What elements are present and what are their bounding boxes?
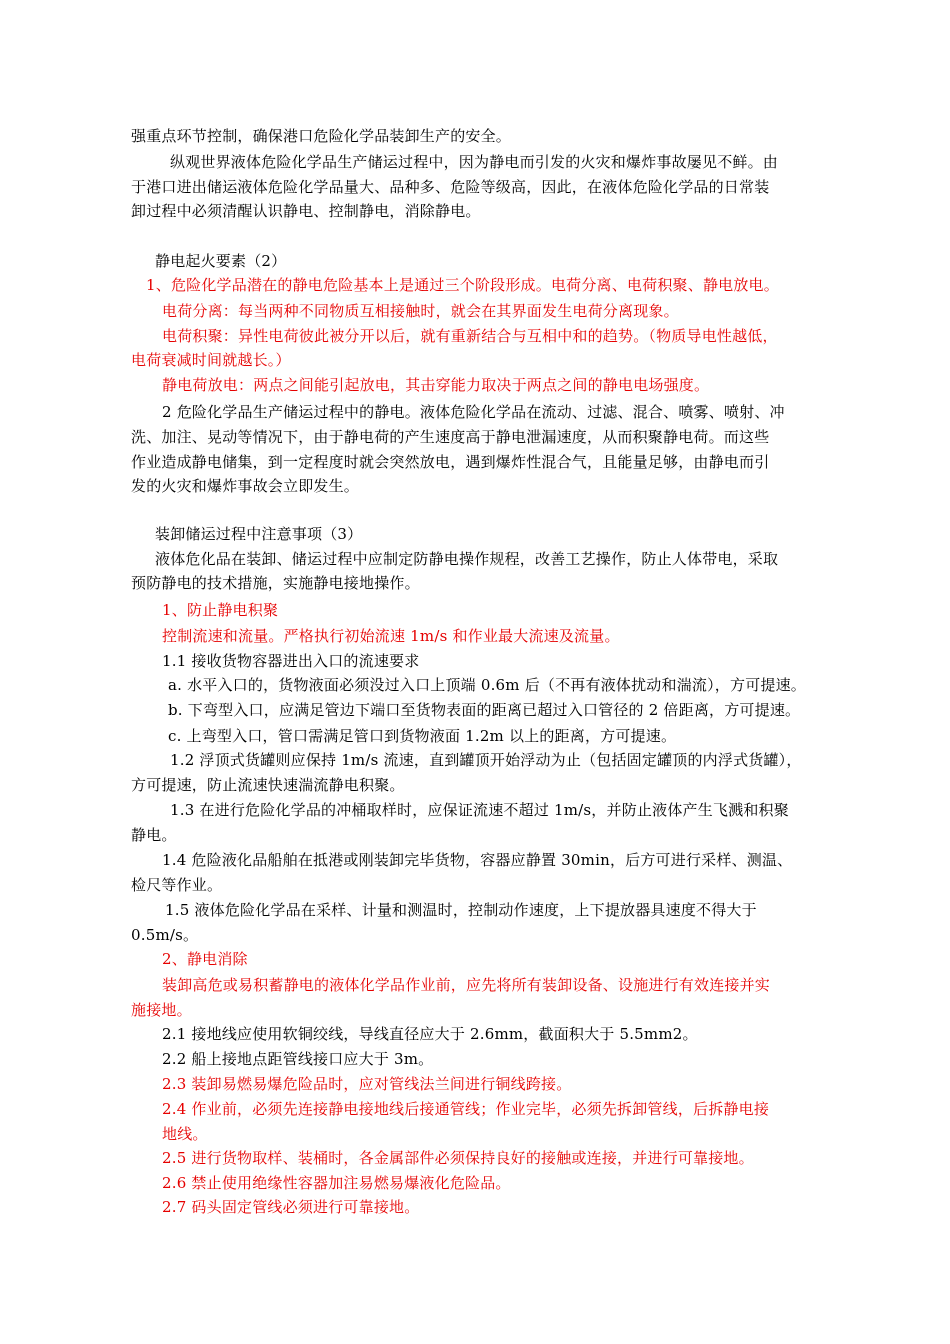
paragraph-line: c. 上弯型入口，管口需满足管口到货物液面 1.2m 以上的距离，方可提速。: [168, 727, 677, 745]
paragraph-line: 1.1 接收货物容器进出入口的流速要求: [162, 652, 420, 670]
paragraph-line: b. 下弯型入口，应满足管边下端口至货物表面的距离已超过入口管径的 2 倍距离，方可提速。: [168, 701, 801, 719]
paragraph-line: 1.3 在进行危险化学品的冲桶取样时，应保证流速不超过 1m/s，并防止液体产生飞溅和积聚: [170, 801, 789, 819]
paragraph-line: 2.1 接地线应使用软铜绞线，导线直径应大于 2.6mm，截面积大于 5.5mm2。: [162, 1025, 698, 1043]
paragraph-line: 液体危化品在装卸、储运过程中应制定防静电操作规程，改善工艺操作，防止人体带电，采取: [155, 550, 779, 568]
highlight-line: 电荷积聚：异性电荷彼此被分开以后，就有重新结合与互相中和的趋势。（物质导电性越低，: [162, 327, 778, 345]
highlight-line: 2.7 码头固定管线必须进行可靠接地。: [162, 1198, 420, 1216]
paragraph-line: 强重点环节控制，确保港口危险化学品装卸生产的安全。: [131, 127, 512, 145]
highlight-line: 装卸高危或易积蓄静电的液体化学品作业前，应先将所有装卸设备、设施进行有效连接并实: [162, 976, 771, 994]
paragraph-line: 纵观世界液体危险化学品生产储运过程中，因为静电而引发的火灾和爆炸事故屡见不鲜。由: [170, 153, 779, 171]
section-heading: 静电起火要素（2）: [155, 252, 287, 270]
paragraph-line: 作业造成静电储集，到一定程度时就会突然放电，遇到爆炸性混合气，且能量足够，由静电而引: [131, 453, 770, 471]
paragraph-line: 发的火灾和爆炸事故会立即发生。: [131, 477, 360, 495]
highlight-line: 2.6 禁止使用绝缘性容器加注易燃易爆液化危险品。: [162, 1174, 511, 1192]
paragraph-line: a. 水平入口的，货物液面必须没过入口上顶端 0.6m 后（不再有液体扰动和湍流），方可提速。: [168, 676, 806, 694]
paragraph-line: 2 危险化学品生产储运过程中的静电。液体危险化学品在流动、过滤、混合、喷雾、喷射、冲: [162, 403, 785, 421]
paragraph-line: 1.5 液体危险化学品在采样、计量和测温时，控制动作速度，上下提放器具速度不得大于: [165, 901, 757, 919]
paragraph-line: 预防静电的技术措施，实施静电接地操作。: [131, 574, 420, 592]
highlight-line: 1、防止静电积聚: [162, 601, 279, 619]
highlight-line: 施接地。: [131, 1001, 192, 1019]
highlight-line: 静电荷放电：两点之间能引起放电，其击穿能力取决于两点之间的静电电场强度。: [162, 376, 710, 394]
paragraph-line: 0.5m/s。: [131, 926, 199, 944]
paragraph-line: 方可提速，防止流速快速湍流静电积聚。: [131, 776, 405, 794]
paragraph-line: 卸过程中必须清醒认识静电、控制静电，消除静电。: [131, 202, 481, 220]
highlight-line: 电荷分离：每当两种不同物质互相接触时，就会在其界面发生电荷分离现象。: [162, 302, 679, 320]
paragraph-line: 洗、加注、晃动等情况下，由于静电荷的产生速度高于静电泄漏速度，从而积聚静电荷。而这些: [131, 428, 770, 446]
paragraph-line: 1.2 浮顶式货罐则应保持 1m/s 流速，直到罐顶开始浮动为止（包括固定罐顶的内浮式货罐），: [170, 751, 802, 769]
paragraph-line: 静电。: [131, 826, 177, 844]
paragraph-line: 1.4 危险液化品船舶在抵港或刚装卸完毕货物，容器应静置 30min，后方可进行采样、测温、: [162, 851, 793, 869]
highlight-line: 电荷衰减时间就越长。）: [131, 351, 291, 369]
paragraph-line: 检尺等作业。: [131, 876, 223, 894]
highlight-line: 1、危险化学品潜在的静电危险基本上是通过三个阶段形成。电荷分离、电荷积聚、静电放电。: [146, 276, 779, 294]
highlight-line: 控制流速和流量。严格执行初始流速 1m/s 和作业最大流速及流量。: [162, 627, 620, 645]
highlight-line: 2.5 进行货物取样、装桶时，各金属部件必须保持良好的接触或连接，并进行可靠接地。: [162, 1149, 754, 1167]
paragraph-line: 于港口进出储运液体危险化学品量大、品种多、危险等级高，因此，在液体危险化学品的日常装: [131, 178, 770, 196]
highlight-line: 地线。: [162, 1125, 208, 1143]
highlight-line: 2、静电消除: [162, 950, 248, 968]
paragraph-line: 2.2 船上接地点距管线接口应大于 3m。: [162, 1050, 434, 1068]
highlight-line: 2.4 作业前，必须先连接静电接地线后接通管线；作业完毕，必须先拆卸管线，后拆静电接: [162, 1100, 770, 1118]
section-heading: 装卸储运过程中注意事项（3）: [155, 525, 363, 543]
highlight-line: 2.3 装卸易燃易爆危险品时，应对管线法兰间进行铜线跨接。: [162, 1075, 572, 1093]
